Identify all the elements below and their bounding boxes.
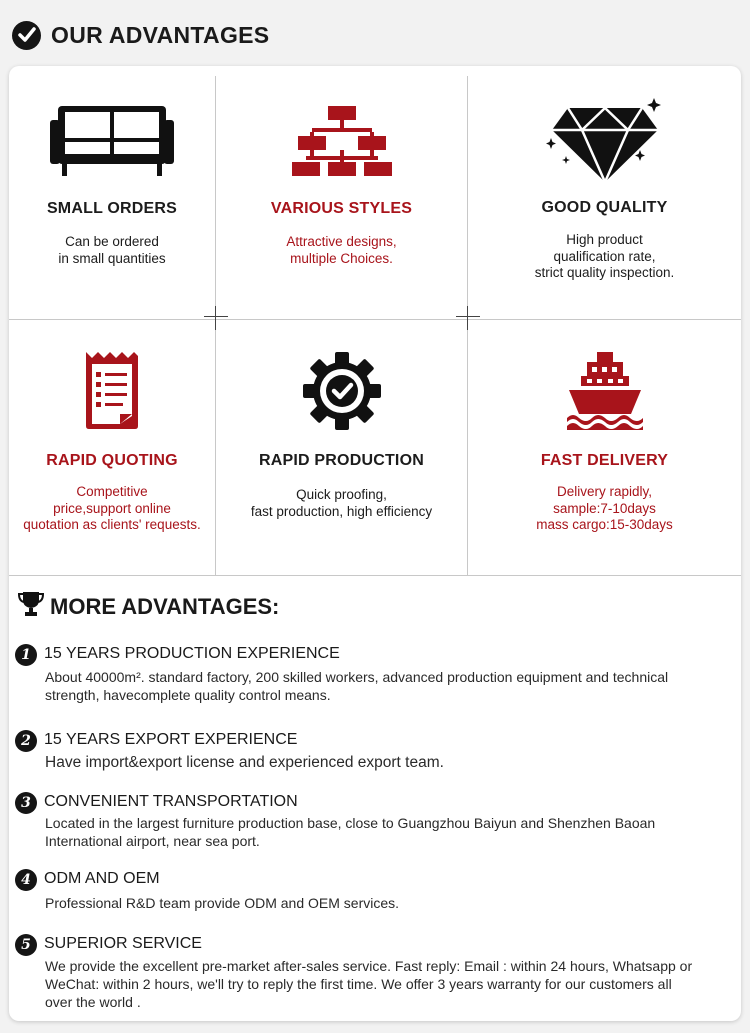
section-header [12,18,269,52]
text-line: WeChat: within 2 hours, we'll try to reply the first time. We offer 3 years warranty for our customers all [45,976,672,992]
description-line: Quick proofing, [296,487,387,502]
description-line: fast production, high efficiency [250,503,433,519]
description-line: sample:7-10days [553,500,656,516]
advantage-item [15,730,731,774]
feature-title: VARIOUS STYLES [270,200,413,217]
advantage-text [45,754,731,772]
advantage-text [45,668,731,704]
number-badge: 2 [15,730,37,752]
text-line: International airport, near sea port. [45,833,260,849]
text-line: over the world . [45,994,141,1010]
text-line: strength, havecomplete quality control means. [45,687,331,703]
description-line: mass cargo:15-30days [536,517,673,532]
description-line: Attractive designs, [286,234,397,249]
description-line: in small quantities [58,250,166,266]
feature-fast-delivery [468,320,741,575]
grid-divider [9,575,741,576]
feature-good-quality [468,66,741,319]
number-badge: 4 [15,869,37,891]
advantage-title: ODM AND OEM [44,870,160,887]
advantage-item [15,644,731,704]
trophy-icon [18,591,44,622]
feature-small-orders [9,66,215,319]
checkmark-circle-icon [12,21,41,50]
description-line: price,support online [53,500,171,516]
feature-various-styles [216,66,467,319]
hierarchy-icon [292,106,392,181]
advantage-title: SUPERIOR SERVICE [44,935,202,952]
text-line: We provide the excellent pre-market after-sales service. Fast reply: Email : within 24 hours, Whatsapp or [45,958,693,974]
number-badge: 1 [15,644,37,666]
description-line: strict quality inspection. [534,265,675,280]
feature-rapid-production [216,320,467,575]
feature-title: RAPID PRODUCTION [259,452,424,469]
description-line: Competitive [76,484,148,499]
advantage-text [45,814,731,850]
feature-description [468,484,741,534]
text-line: About 40000m². standard factory, 200 skilled workers, advanced production equipment and technical [45,669,669,685]
description-line: multiple Choices. [290,250,393,266]
advantage-title: 15 YEARS PRODUCTION EXPERIENCE [44,645,340,662]
advantage-title: CONVENIENT TRANSPORTATION [44,793,298,810]
number-badge: 3 [15,792,37,814]
feature-description [468,232,741,282]
feature-title: RAPID QUOTING [46,452,178,469]
advantage-item [15,934,731,1014]
description-line: Can be ordered [65,234,159,249]
feature-description [216,487,467,520]
advantage-text [45,957,731,1011]
advantage-text [45,894,731,912]
description-line: qualification rate, [553,248,656,264]
section-title: MORE ADVANTAGES: [50,593,280,619]
ship-icon [567,352,643,435]
text-line: Located in the largest furniture production base, close to Guangzhou Baiyun and Shenzhen Baoan [45,815,656,831]
text-line: Have import&export license and experienced export team. [45,754,444,771]
advantage-item [15,792,731,852]
page-title: OUR ADVANTAGES [51,21,270,48]
feature-title: SMALL ORDERS [46,200,178,217]
advantages-card [9,66,741,1021]
description-line: High product [566,232,643,247]
feature-title: GOOD QUALITY [541,199,668,216]
feature-description [9,484,215,534]
more-advantages-header [18,591,279,622]
feature-rapid-quoting [9,320,215,575]
feature-description [9,234,215,267]
text-line: Professional R&D team provide ODM and OEM services. [45,895,400,911]
diamond-icon [546,98,664,187]
description-line: Delivery rapidly, [556,484,653,499]
gear-check-icon [303,352,381,435]
advantage-title: 15 YEARS EXPORT EXPERIENCE [44,731,298,748]
sofa-icon [50,106,174,183]
description-line: quotation as clients' requests. [23,517,201,532]
number-badge: 5 [15,934,37,956]
quote-document-icon [84,352,140,435]
advantage-item [15,869,731,913]
feature-title: FAST DELIVERY [540,452,669,469]
feature-description [216,234,467,267]
